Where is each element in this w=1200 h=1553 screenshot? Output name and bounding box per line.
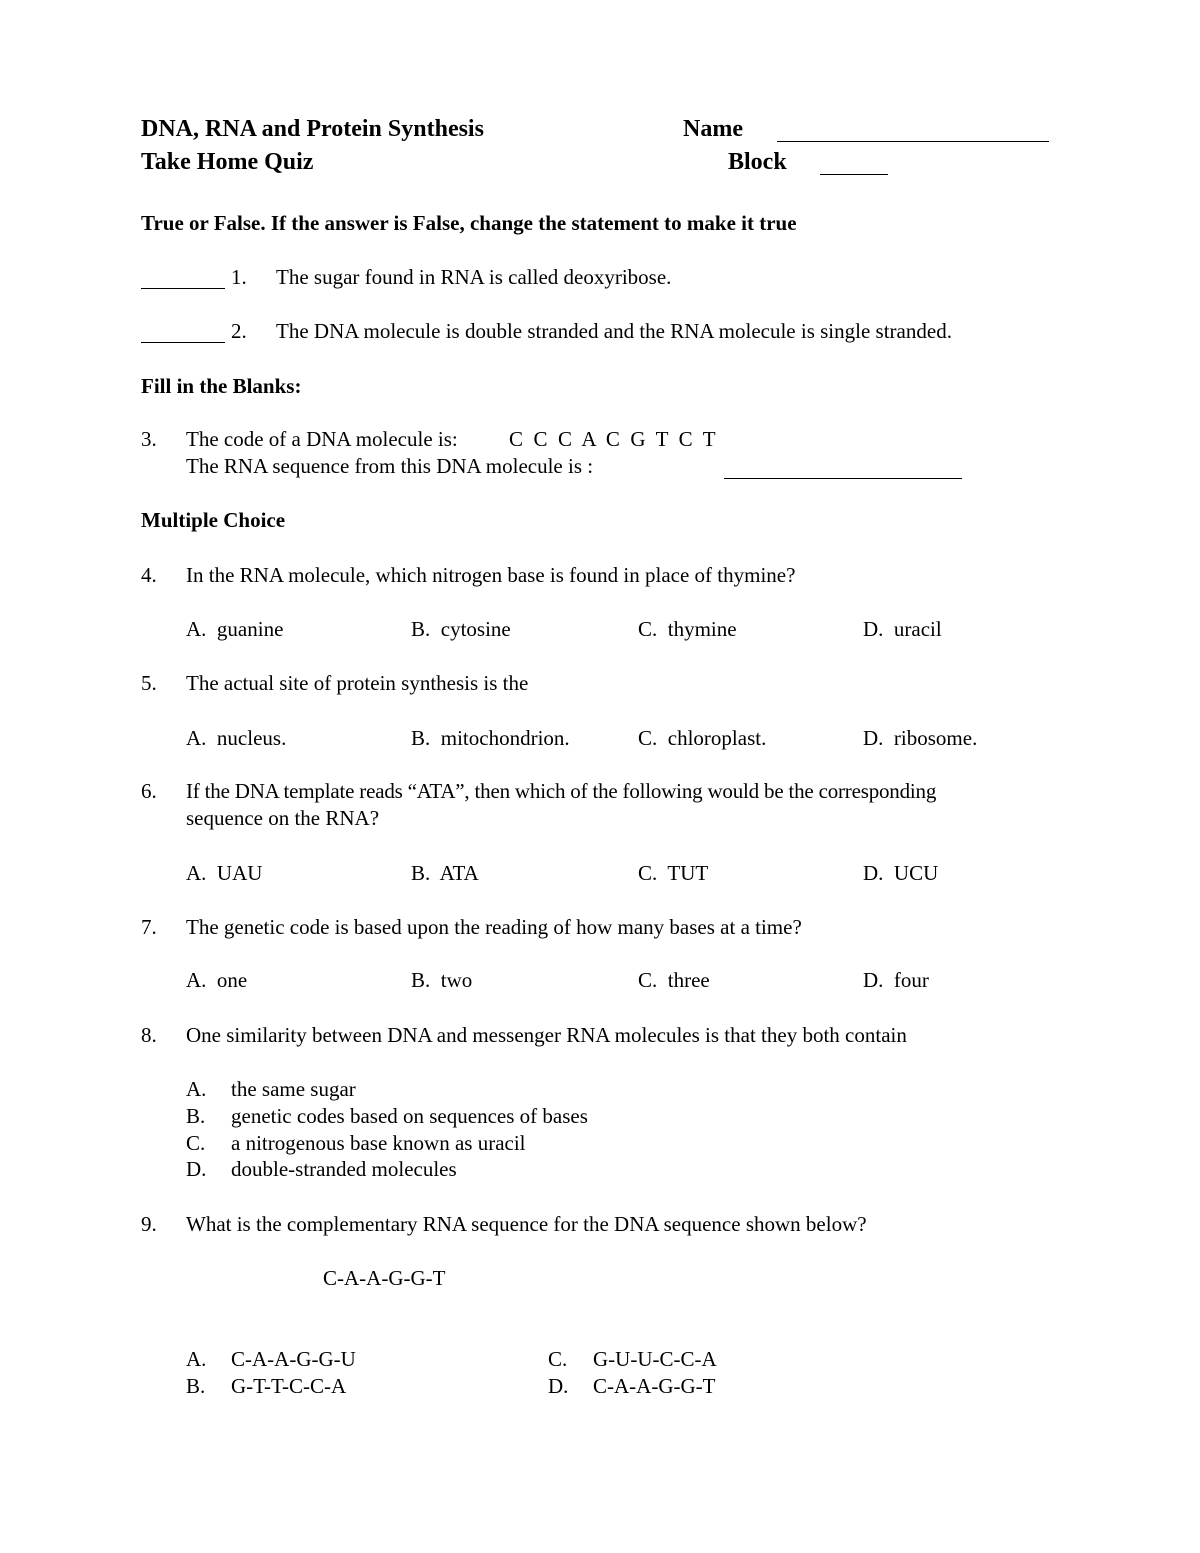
q9-option-c-letter: C. <box>548 1347 568 1371</box>
q8-option-d-letter: D. <box>186 1157 207 1181</box>
q4-option-d[interactable]: D. uracil <box>863 617 942 641</box>
q4-option-c[interactable]: C. thymine <box>638 617 737 641</box>
q3-answer-blank[interactable] <box>724 458 962 484</box>
q4-option-a[interactable]: A. guanine <box>186 617 284 641</box>
q7-option-b[interactable]: B. two <box>411 968 473 992</box>
q6-option-a[interactable]: A. UAU <box>186 861 263 885</box>
section-multiple-choice-heading: Multiple Choice <box>141 508 286 532</box>
q8-number: 8. <box>141 1023 157 1047</box>
q6-option-c[interactable]: C. TUT <box>638 861 709 885</box>
q5-number: 5. <box>141 671 157 695</box>
q5-option-a[interactable]: A. nucleus. <box>186 726 287 750</box>
q9-option-b-letter: B. <box>186 1374 206 1398</box>
section-true-false-heading: True or False. If the answer is False, change the statement to make it true <box>141 211 797 235</box>
q9-option-d-letter: D. <box>548 1374 569 1398</box>
q6-line2: sequence on the RNA? <box>186 806 380 830</box>
quiz-title: DNA, RNA and Protein Synthesis <box>141 116 484 142</box>
q8-text: One similarity between DNA and messenger RNA molecules is that they both contain <box>186 1023 907 1047</box>
q5-option-d[interactable]: D. ribosome. <box>863 726 978 750</box>
q8-option-d[interactable]: double-stranded molecules <box>231 1157 457 1181</box>
quiz-subtitle: Take Home Quiz <box>141 149 314 175</box>
q4-number: 4. <box>141 563 157 587</box>
q3-dna-code: C C C A C G T C T <box>509 427 716 451</box>
name-field[interactable] <box>777 121 1049 147</box>
q5-option-c[interactable]: C. chloroplast. <box>638 726 767 750</box>
q8-option-a[interactable]: the same sugar <box>231 1077 356 1101</box>
q8-option-a-letter: A. <box>186 1077 207 1101</box>
q8-option-c-letter: C. <box>186 1131 206 1155</box>
q9-text: What is the complementary RNA sequence for the DNA sequence shown below? <box>186 1212 867 1236</box>
q1-answer-blank[interactable] <box>141 268 225 294</box>
q9-option-c[interactable]: G-U-U-C-C-A <box>593 1347 717 1371</box>
q6-option-d[interactable]: D. UCU <box>863 861 939 885</box>
block-field[interactable] <box>820 154 888 180</box>
q3-line2: The RNA sequence from this DNA molecule is : <box>186 454 594 478</box>
q9-option-d[interactable]: C-A-A-G-G-T <box>593 1374 716 1398</box>
q4-option-b[interactable]: B. cytosine <box>411 617 511 641</box>
q4-text: In the RNA molecule, which nitrogen base is found in place of thymine? <box>186 563 796 587</box>
q6-option-b[interactable]: B. ATA <box>411 861 479 885</box>
q5-text: The actual site of protein synthesis is the <box>186 671 529 695</box>
q1-text: The sugar found in RNA is called deoxyribose. <box>276 265 672 289</box>
section-fill-blanks-heading: Fill in the Blanks: <box>141 374 302 398</box>
q3-number: 3. <box>141 427 157 451</box>
block-label: Block <box>728 149 787 175</box>
q2-number: 2. <box>231 319 247 343</box>
q3-line1: The code of a DNA molecule is: <box>186 427 458 451</box>
q1-number: 1. <box>231 265 247 289</box>
q2-answer-blank[interactable] <box>141 322 225 348</box>
name-label: Name <box>683 116 743 142</box>
q8-option-b-letter: B. <box>186 1104 206 1128</box>
q8-option-b[interactable]: genetic codes based on sequences of bases <box>231 1104 588 1128</box>
q7-option-d[interactable]: D. four <box>863 968 929 992</box>
q7-text: The genetic code is based upon the reading of how many bases at a time? <box>186 915 802 939</box>
q9-option-a[interactable]: C-A-A-G-G-U <box>231 1347 356 1371</box>
q7-number: 7. <box>141 915 157 939</box>
q7-option-c[interactable]: C. three <box>638 968 710 992</box>
q9-dna-sequence: C-A-A-G-G-T <box>323 1266 446 1290</box>
q5-option-b[interactable]: B. mitochondrion. <box>411 726 570 750</box>
q9-number: 9. <box>141 1212 157 1236</box>
q9-option-b[interactable]: G-T-T-C-C-A <box>231 1374 347 1398</box>
q9-option-a-letter: A. <box>186 1347 207 1371</box>
q7-option-a[interactable]: A. one <box>186 968 248 992</box>
q6-number: 6. <box>141 779 157 803</box>
q8-option-c[interactable]: a nitrogenous base known as uracil <box>231 1131 526 1155</box>
q2-text: The DNA molecule is double stranded and the RNA molecule is single stranded. <box>276 319 952 343</box>
q6-line1: If the DNA template reads “ATA”, then which of the following would be the corresponding <box>186 779 937 803</box>
